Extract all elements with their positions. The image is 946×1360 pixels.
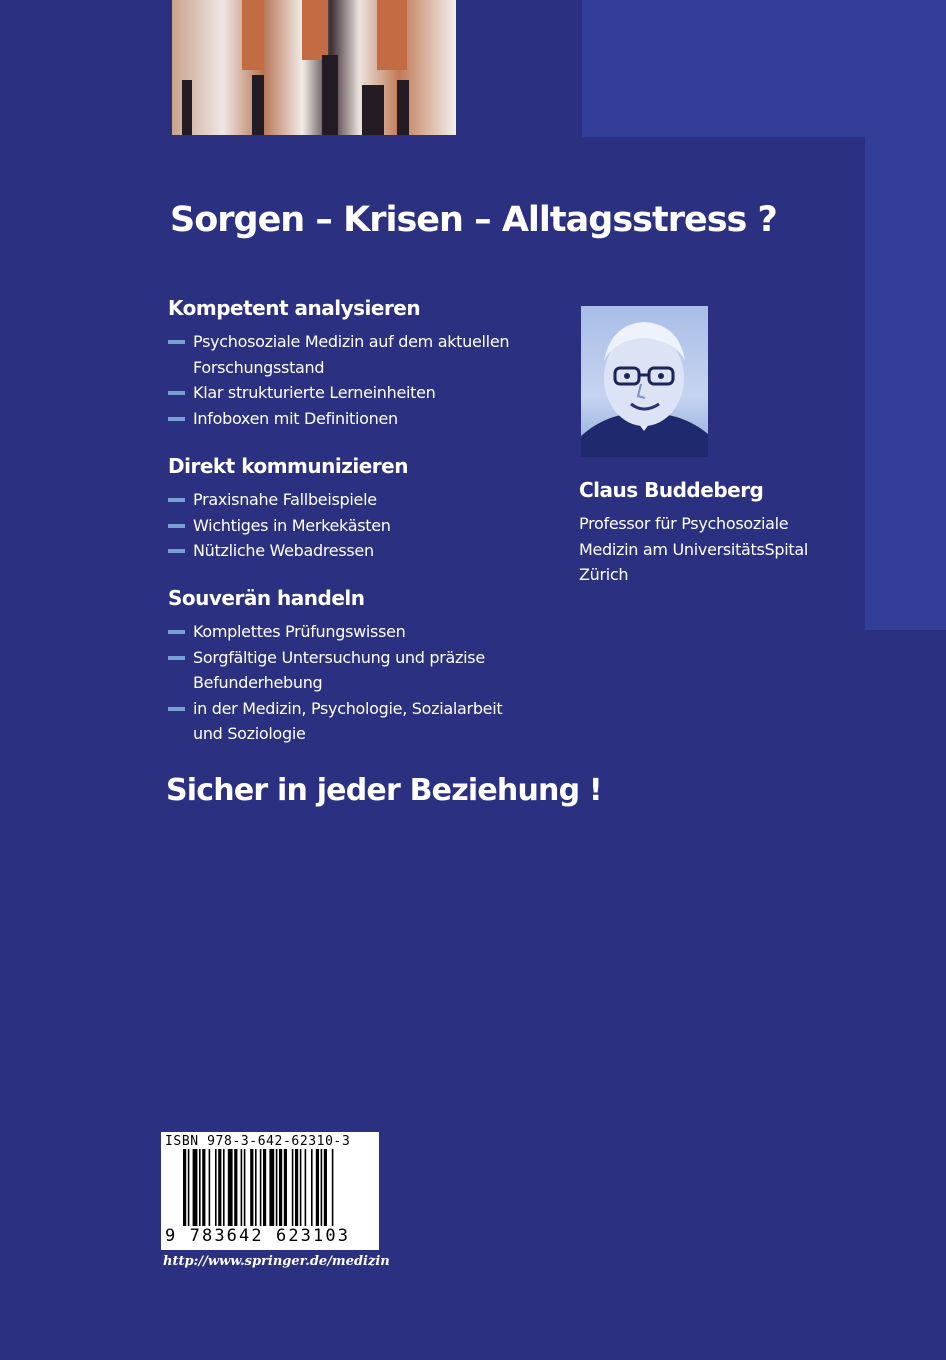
list-item: Nützliche Webadressen xyxy=(168,538,548,564)
list-item: Komplettes Prüfungswissen xyxy=(168,619,548,645)
dash-bullet-icon xyxy=(168,656,185,660)
author-description: Professor für Psychosoziale Medizin am UniversitätsSpital Zürich xyxy=(579,514,809,584)
dash-bullet-icon xyxy=(168,549,185,553)
bullet-list-kommunizieren xyxy=(168,487,548,564)
bullet-list-handeln xyxy=(168,619,548,747)
publisher-url[interactable]: http://www.springer.de/medizin xyxy=(163,1254,390,1269)
list-item: Klar strukturierte Lerneinheiten xyxy=(168,380,548,406)
decorative-panel-right xyxy=(865,0,946,630)
dash-bullet-icon xyxy=(168,498,185,502)
dash-bullet-icon xyxy=(168,340,185,344)
section-title-handeln: Souverän handeln xyxy=(168,586,365,610)
isbn-number: ISBN 978-3-642-62310-3 xyxy=(165,1134,351,1149)
list-item: in der Medizin, Psychologie, Sozialarbeit und Soziologie xyxy=(168,696,548,747)
dash-bullet-icon xyxy=(168,707,185,711)
bullet-list-analysieren xyxy=(168,329,548,431)
isbn-barcode xyxy=(161,1132,379,1250)
section-title-kommunizieren: Direkt kommunizieren xyxy=(168,454,408,478)
headline: Sorgen – Krisen – Alltagsstress ? xyxy=(170,200,777,240)
dash-bullet-icon xyxy=(168,391,185,395)
list-item: Psychosoziale Medizin auf dem aktuellen Forschungsstand xyxy=(168,329,548,380)
cover-photo-strip xyxy=(172,0,456,135)
author-portrait xyxy=(581,306,708,457)
ean-number: 9 783642 623103 xyxy=(165,1226,351,1246)
dash-bullet-icon xyxy=(168,524,185,528)
list-item: Sorgfältige Untersuchung und präzise Befunderhebung xyxy=(168,645,548,696)
author-name: Claus Buddeberg xyxy=(579,478,764,502)
dash-bullet-icon xyxy=(168,630,185,634)
tagline: Sicher in jeder Beziehung ! xyxy=(166,773,602,808)
list-item: Wichtiges in Merkekästen xyxy=(168,513,548,539)
list-item: Infoboxen mit Definitionen xyxy=(168,406,548,432)
list-item: Praxisnahe Fallbeispiele xyxy=(168,487,548,513)
section-title-analysieren: Kompetent analysieren xyxy=(168,296,421,320)
dash-bullet-icon xyxy=(168,417,185,421)
